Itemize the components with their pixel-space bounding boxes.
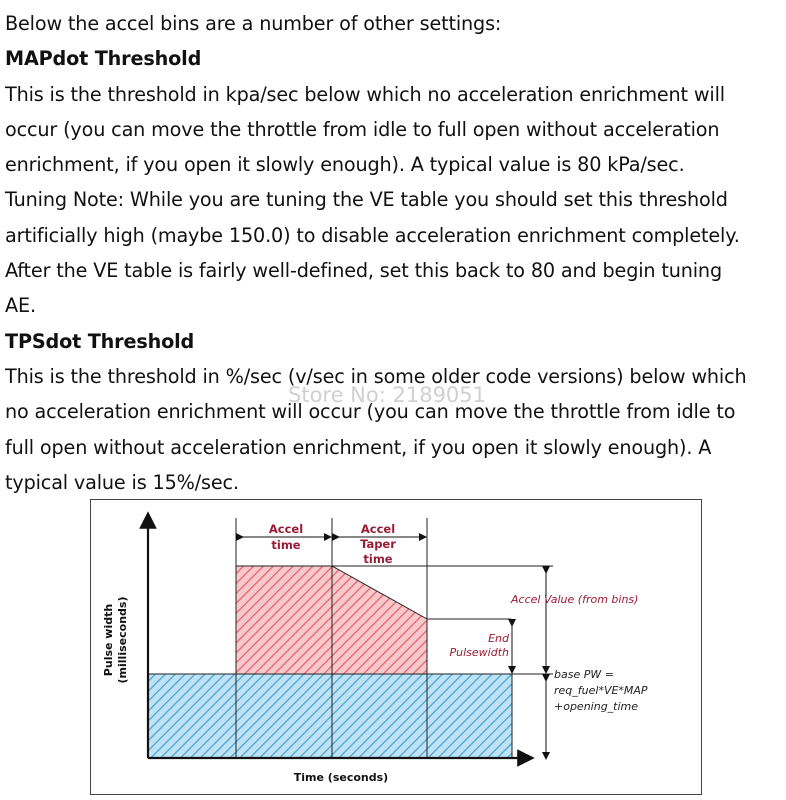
paragraph-line: no acceleration enrichment will occur (you can move the throttle from idle to	[5, 400, 736, 424]
paragraph-line: This is the threshold in kpa/sec below which no acceleration enrichment will	[5, 82, 725, 106]
accel-time-label-2: time	[271, 538, 301, 552]
mapdot-heading: MAPdot Threshold	[5, 47, 202, 71]
y-axis-label-1: Pulse width	[102, 603, 115, 677]
diagram-canvas	[91, 500, 701, 794]
accel-time-label-1: Accel	[268, 522, 304, 536]
paragraph-line: enrichment, if you open it slowly enough). A typical value is 80 kPa/sec.	[5, 153, 685, 177]
paragraph-line: occur (you can move the throttle from idle to full open without acceleration	[5, 117, 720, 141]
taper-time-label-1: Accel	[360, 522, 396, 536]
intro-line: Below the accel bins are a number of other settings:	[5, 12, 502, 35]
paragraph-line: After the VE table is fairly well-defined, set this back to 80 and begin tuning	[5, 259, 722, 283]
end-pulsewidth-label-1: End	[488, 632, 509, 645]
accel-value-label: Accel Value (from bins)	[511, 593, 639, 606]
tuning-note-line: Tuning Note: While you are tuning the VE table you should set this threshold	[5, 188, 728, 212]
taper-time-label-3: time	[363, 552, 393, 566]
base-pw-label-3: +opening_time	[554, 700, 639, 713]
base-pulsewidth-region	[148, 674, 512, 758]
base-pw-label-1: base PW =	[554, 668, 614, 681]
paragraph-line: artificially high (maybe 150.0) to disable acceleration enrichment completely.	[5, 223, 740, 247]
paragraph-line: typical value is 15%/sec.	[5, 470, 239, 494]
document-body	[5, 6, 783, 500]
paragraph-line: full open without acceleration enrichment, if you open it slowly enough). A	[5, 435, 712, 459]
x-axis-label: Time (seconds)	[293, 771, 389, 784]
accel-enrichment-diagram	[90, 499, 702, 795]
base-pw-label-2: req_fuel*VE*MAP	[554, 684, 648, 697]
y-axis-label-group	[102, 597, 129, 684]
store-watermark: Store No: 2189051	[288, 383, 487, 407]
y-axis-label-2: (milliseconds)	[116, 596, 129, 684]
paragraph-line: This is the threshold in %/sec (v/sec in some older code versions) below which	[5, 364, 747, 388]
end-pulsewidth-label-2: Pulsewidth	[449, 646, 509, 659]
paragraph-line: AE.	[5, 294, 36, 318]
taper-time-label-2: Taper	[360, 537, 396, 551]
tpsdot-heading: TPSdot Threshold	[5, 329, 195, 353]
